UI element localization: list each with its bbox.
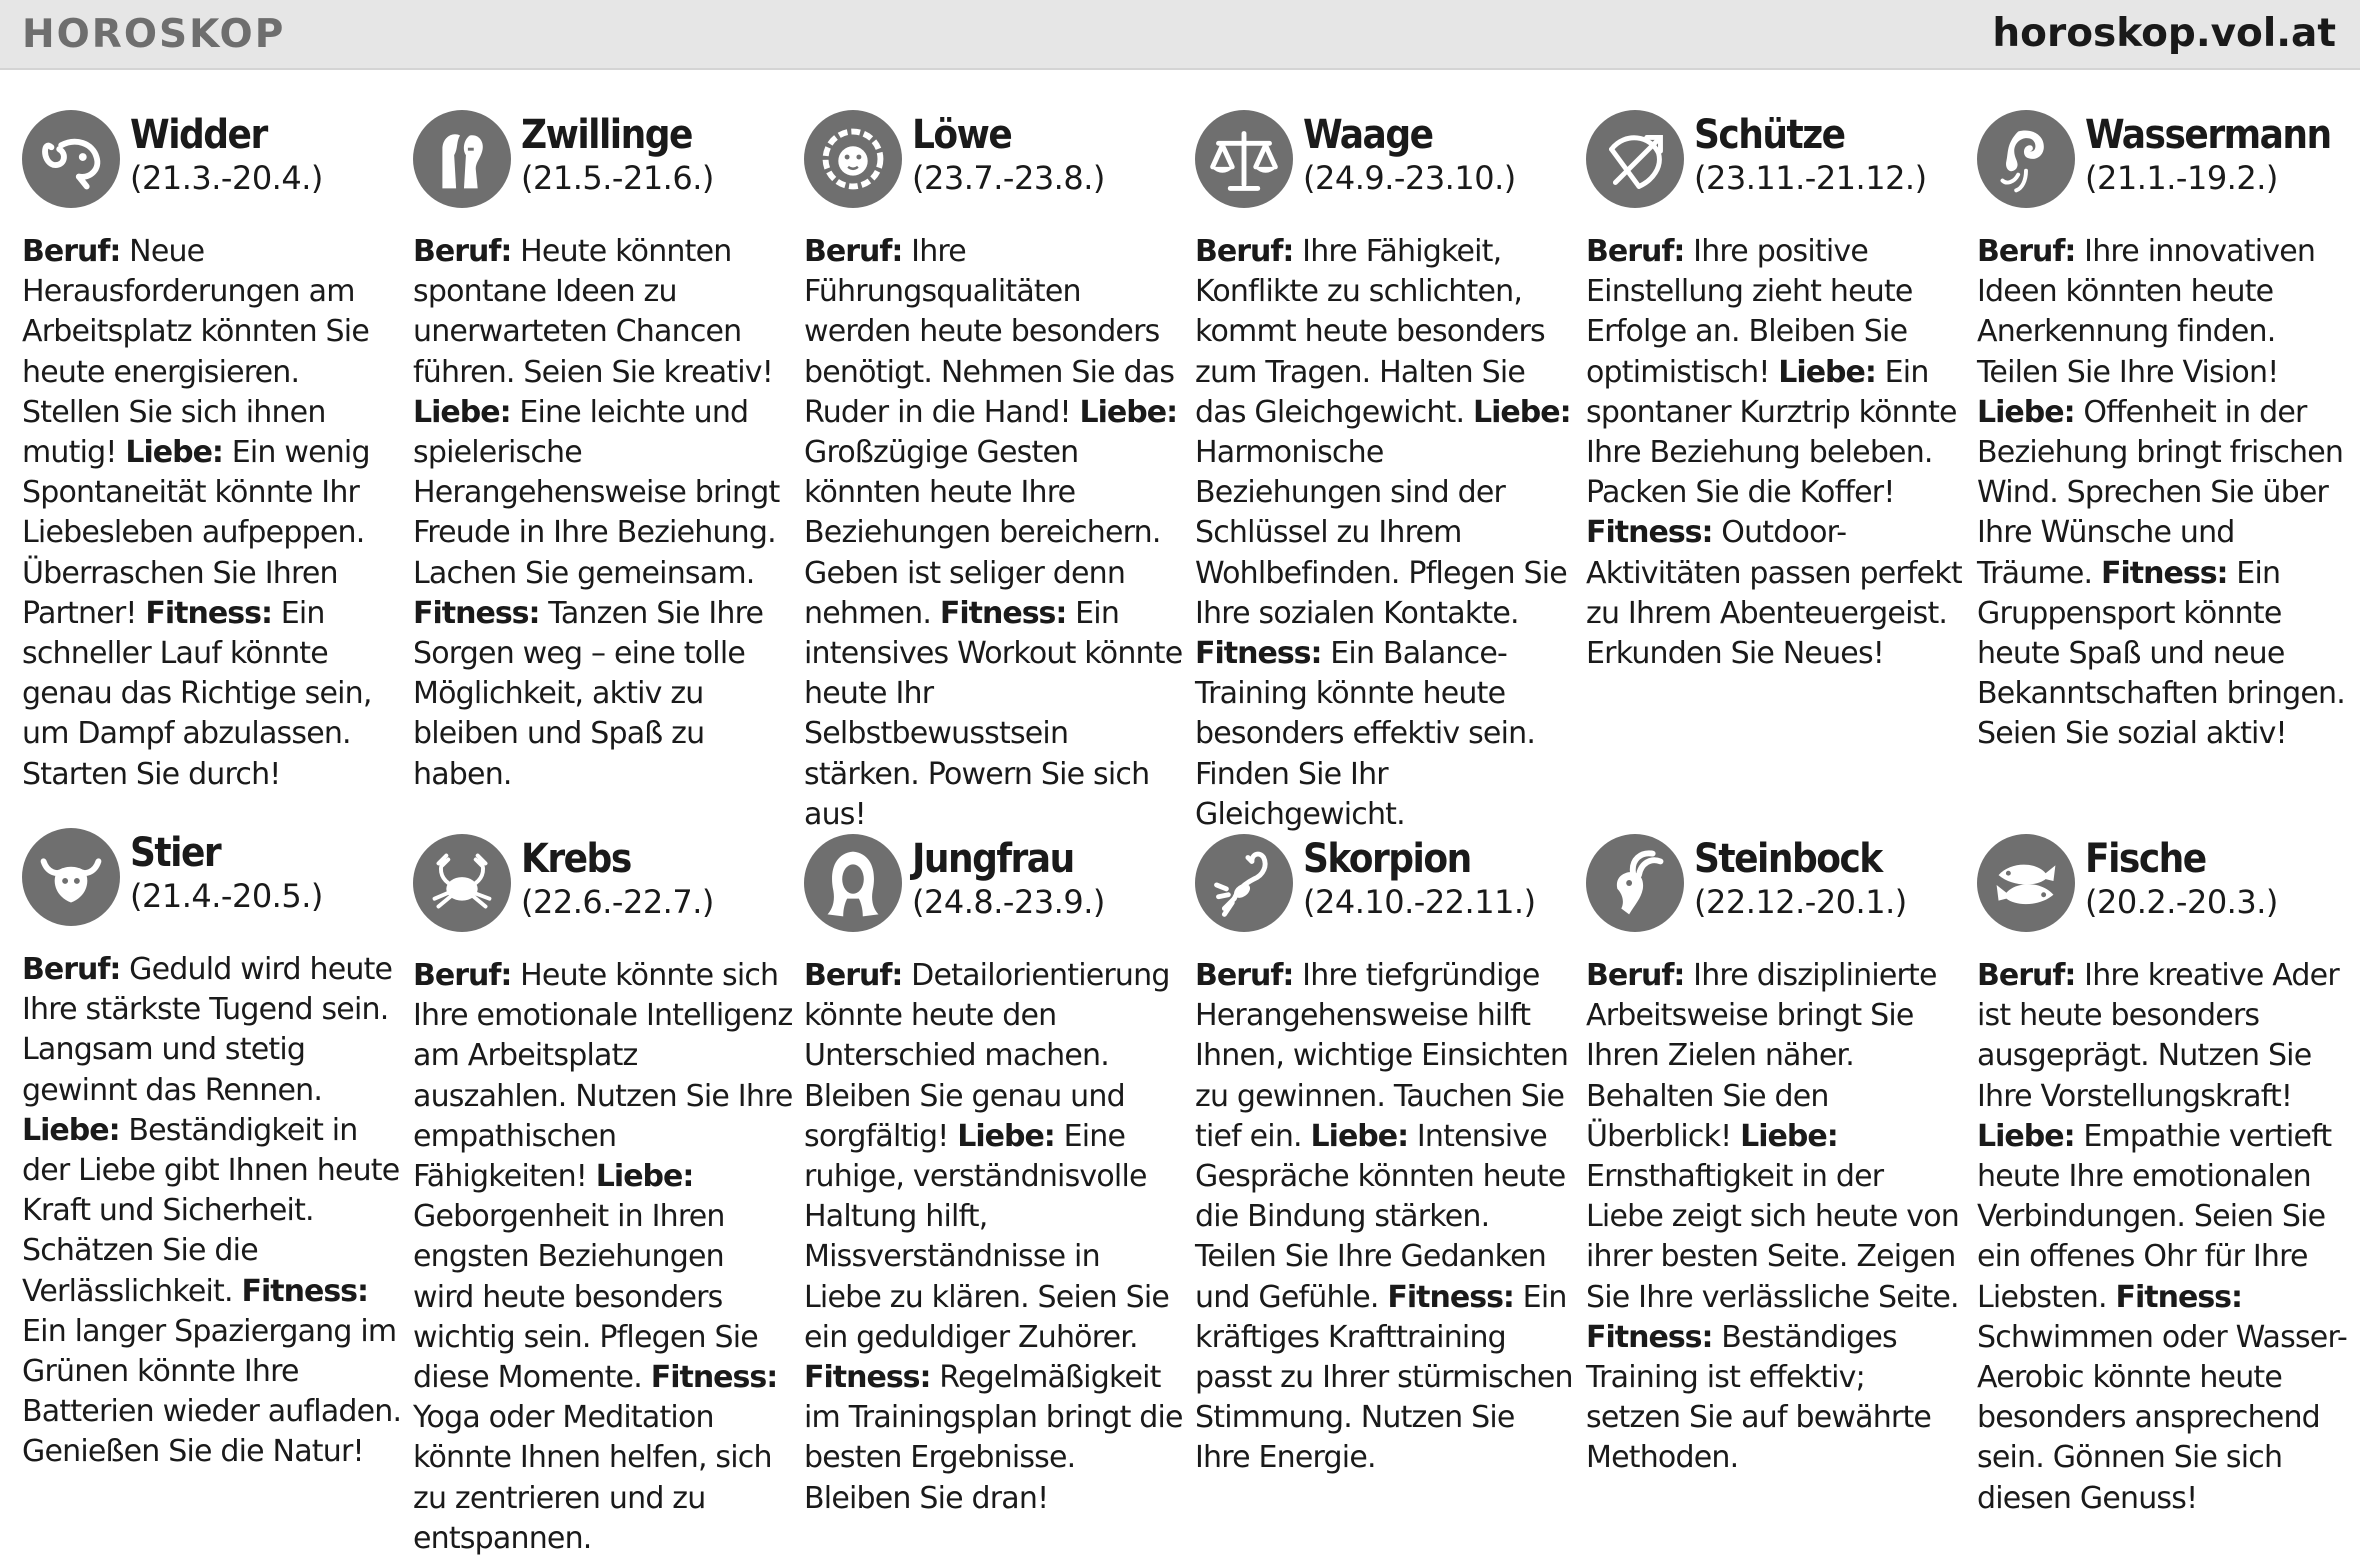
beruf-label: Beruf: — [1195, 234, 1294, 269]
fitness-text: Yoga oder Meditation könnte Ihnen helfen, sich zu zentrieren und zu entspannen. — [413, 1400, 772, 1556]
liebe-text: Ernsthaftigkeit in der Liebe zeigt sich heute von ihrer besten Seite. Zeigen Sie Ihre verlässliche Seite. — [1586, 1159, 1959, 1315]
sign-name: Löwe — [912, 112, 1012, 158]
beruf-text: Geduld wird heute Ihre stärkste Tugend sein. Langsam und stetig gewinnt das Rennen. — [22, 952, 393, 1108]
beruf-text: Heute könnte sich Ihre emotionale Intelligenz am Arbeitsplatz auszahlen. Nutzen Sie Ihre empathischen Fähigkeiten! — [413, 958, 793, 1195]
sign-name: Schütze — [1694, 112, 1845, 158]
beruf-text: Heute könnten spontane Ideen zu unerwarteten Chancen führen. Seien Sie kreativ! — [413, 234, 773, 390]
beruf-text: Ihre disziplinierte Arbeitsweise bringt Sie Ihren Zielen näher. Behalten Sie den Überblick! — [1586, 958, 1937, 1154]
fitness-label: Fitness: — [2115, 1279, 2243, 1315]
sign-text — [1977, 232, 2357, 755]
sign-fische — [1977, 834, 2357, 1519]
fitness-label: Fitness: — [413, 595, 540, 631]
sign-dates: (22.12.-20.1.) — [1694, 883, 1907, 921]
pisces-fish-icon — [1977, 834, 2075, 932]
beruf-text: Ihre innovativen Ideen könnten heute Anerkennung finden. Teilen Sie Ihre Vision! — [1977, 234, 2316, 390]
sign-name: Jungfrau — [912, 836, 1074, 882]
page-header — [0, 0, 2360, 70]
sign-dates: (24.9.-23.10.) — [1303, 159, 1516, 197]
beruf-label: Beruf: — [22, 234, 121, 269]
fitness-label: Fitness: — [2101, 555, 2228, 591]
liebe-text: Eine leichte und spielerische Herangehensweise bringt Freude in Ihre Beziehung. Lachen Sie gemeinsam. — [413, 394, 780, 591]
sign-name: Wassermann — [2085, 112, 2331, 158]
sign-name: Steinbock — [1694, 836, 1882, 882]
liebe-text: Ein wenig Spontaneität könnte Ihr Liebesleben aufpeppen. Überraschen Sie Ihren Partner! — [22, 435, 370, 631]
section-title: HOROSKOP — [22, 12, 286, 57]
sign-widder — [22, 110, 402, 795]
liebe-text: Großzügige Gesten könnten heute Ihre Beziehungen bereichern. Geben ist seliger denn nehmen. — [804, 435, 1161, 631]
beruf-label: Beruf: — [1586, 958, 1685, 993]
liebe-label: Liebe: — [125, 435, 223, 471]
liebe-label: Liebe: — [22, 1112, 120, 1148]
liebe-label: Liebe: — [1977, 1118, 2075, 1154]
beruf-text: Detailorientierung könnte heute den Unterschied machen. Bleiben Sie genau und sorgfältig! — [804, 958, 1170, 1154]
liebe-label: Liebe: — [1977, 394, 2075, 430]
sign-text — [1195, 232, 1575, 835]
fitness-label: Fitness: — [145, 595, 272, 631]
sign-zwillinge — [413, 110, 793, 795]
sign-dates: (21.4.-20.5.) — [130, 877, 323, 915]
sign-text — [22, 232, 402, 795]
sign-dates: (21.1.-19.2.) — [2085, 159, 2278, 197]
sign-dates: (21.5.-21.6.) — [521, 159, 714, 197]
fitness-text: Regelmäßigkeit im Trainingsplan bringt die besten Ergebnisse. Bleiben Sie dran! — [804, 1360, 1183, 1516]
beruf-label: Beruf: — [804, 234, 903, 269]
fitness-text: Beständiges Training ist effektiv; setzen Sie auf bewährte Methoden. — [1586, 1319, 1932, 1476]
sign-dates: (21.3.-20.4.) — [130, 159, 323, 197]
sign-skorpion — [1195, 834, 1575, 1479]
beruf-label: Beruf: — [1586, 234, 1685, 269]
libra-scales-icon — [1195, 110, 1293, 208]
fitness-label: Fitness: — [1195, 636, 1322, 672]
fitness-text: Ein Balance-Training könnte heute besonders effektiv sein. Finden Sie Ihr Gleichgewicht. — [1195, 636, 1536, 832]
sign-text — [1977, 956, 2357, 1519]
virgo-maiden-icon — [804, 834, 902, 932]
beruf-text: Neue Herausforderungen am Arbeitsplatz könnten Sie heute energisieren. Stellen Sie sich ihnen mutig! — [22, 234, 369, 471]
sign-wassermann — [1977, 110, 2357, 755]
sign-dates: (23.7.-23.8.) — [912, 159, 1105, 197]
sign-text — [22, 950, 402, 1473]
fitness-label: Fitness: — [804, 1360, 931, 1396]
sign-schuetze — [1586, 110, 1966, 674]
liebe-text: Beständigkeit in der Liebe gibt Ihnen heute Kraft und Sicherheit. Schätzen Sie die Verlässlichkeit. — [22, 1112, 400, 1309]
sign-dates: (22.6.-22.7.) — [521, 883, 714, 921]
sign-waage — [1195, 110, 1575, 835]
liebe-label: Liebe: — [595, 1159, 694, 1195]
sign-text — [1586, 956, 1966, 1479]
beruf-label: Beruf: — [22, 952, 121, 987]
sign-krebs — [413, 834, 793, 1559]
fitness-text: Ein schneller Lauf könnte genau das Richtige sein, um Dampf abzulassen. Starten Sie durch! — [22, 595, 372, 792]
sign-dates: (24.8.-23.9.) — [912, 883, 1105, 921]
liebe-label: Liebe: — [1310, 1118, 1409, 1154]
sign-dates: (23.11.-21.12.) — [1694, 159, 1927, 197]
beruf-text: Ihre tiefgründige Herangehensweise hilft Ihnen, wichtige Einsichten zu gewinnen. Tauchen Sie tief ein. — [1195, 958, 1569, 1154]
fitness-label: Fitness: — [241, 1273, 369, 1309]
sign-loewe — [804, 110, 1184, 835]
fitness-label: Fitness: — [1586, 515, 1713, 551]
sign-name: Fische — [2085, 836, 2206, 882]
liebe-text: Ein spontaner Kurztrip könnte Ihre Beziehung beleben. Packen Sie die Koffer! — [1586, 354, 1957, 511]
sign-name: Skorpion — [1303, 836, 1471, 882]
aquarius-water-icon — [1977, 110, 2075, 208]
sign-name: Krebs — [521, 836, 631, 882]
sign-dates: (20.2.-20.3.) — [2085, 883, 2278, 921]
liebe-label: Liebe: — [1740, 1118, 1838, 1154]
liebe-label: Liebe: — [413, 394, 511, 430]
sign-name: Waage — [1303, 112, 1433, 158]
liebe-text: Empathie vertieft heute Ihre emotionalen Verbindungen. Seien Sie ein offenes Ohr für Ihre Liebsten. — [1977, 1118, 2332, 1315]
sign-name: Widder — [130, 112, 267, 158]
fitness-text: Schwimmen oder Wasser-Aerobic könnte heute besonders ansprechend sein. Gönnen Sie sich diesen Genuss! — [1977, 1319, 2348, 1516]
liebe-text: Geborgenheit in Ihren engsten Beziehungen wird heute besonders wichtig sein. Pflegen Sie diese Momente. — [413, 1199, 758, 1396]
sign-text — [804, 232, 1184, 835]
sign-text — [1586, 232, 1966, 674]
fitness-text: Ein langer Spaziergang im Grünen könnte Ihre Batterien wieder aufladen. Genießen Sie die Natur! — [22, 1313, 402, 1470]
liebe-text: Intensive Gespräche könnten heute die Bindung stärken. Teilen Sie Ihre Gedanken und Gefühle. — [1195, 1118, 1566, 1315]
beruf-label: Beruf: — [804, 958, 903, 993]
fitness-label: Fitness: — [650, 1360, 778, 1396]
beruf-text: Ihre kreative Ader ist heute besonders ausgeprägt. Nutzen Sie Ihre Vorstellungskraft! — [1977, 958, 2339, 1114]
cancer-crab-icon — [413, 834, 511, 932]
sign-text — [804, 956, 1184, 1519]
sign-text — [1195, 956, 1575, 1479]
fitness-text: Tanzen Sie Ihre Sorgen weg – eine tolle Möglichkeit, aktiv zu bleiben und Spaß zu haben. — [413, 595, 764, 792]
liebe-text: Harmonische Beziehungen sind der Schlüssel zu Ihrem Wohlbefinden. Pflegen Sie Ihre sozialen Kontakte. — [1195, 435, 1567, 631]
site-url: horoskop.vol.at — [1992, 11, 2336, 56]
liebe-text: Eine ruhige, verständnisvolle Haltung hilft, Missverständnisse in Liebe zu klären. Seien Sie ein geduldiger Zuhörer. — [804, 1118, 1170, 1355]
fitness-text: Outdoor-Aktivitäten passen perfekt zu Ihrem Abenteuergeist. Erkunden Sie Neues! — [1586, 515, 1962, 672]
sign-stier — [22, 828, 402, 1473]
taurus-bull-icon — [22, 828, 120, 926]
fitness-label: Fitness: — [1586, 1319, 1713, 1355]
beruf-text: Ihre Führungsqualitäten werden heute besonders benötigt. Nehmen Sie das Ruder in die Hand! — [804, 234, 1175, 430]
beruf-label: Beruf: — [1977, 234, 2076, 269]
fitness-text: Ein intensives Workout könnte heute Ihr Selbstbewusstsein stärken. Powern Sie sich aus! — [804, 595, 1183, 832]
scorpio-scorpion-icon — [1195, 834, 1293, 932]
fitness-label: Fitness: — [939, 595, 1067, 631]
fitness-text: Ein Gruppensport könnte heute Spaß und neue Bekanntschaften bringen. Seien Sie sozial aktiv! — [1977, 555, 2345, 752]
sagittarius-bow-icon — [1586, 110, 1684, 208]
beruf-text: Ihre positive Einstellung zieht heute Erfolge an. Bleiben Sie optimistisch! — [1586, 234, 1913, 390]
beruf-text: Ihre Fähigkeit, Konflikte zu schlichten, kommt heute besonders zum Tragen. Halten Sie das Gleichgewicht. — [1195, 234, 1545, 430]
liebe-label: Liebe: — [1079, 394, 1178, 430]
liebe-text: Offenheit in der Beziehung bringt frischen Wind. Sprechen Sie über Ihre Wünsche und Träume. — [1977, 394, 2344, 591]
liebe-label: Liebe: — [1778, 354, 1876, 390]
aries-ram-icon — [22, 110, 120, 208]
gemini-twins-icon — [413, 110, 511, 208]
fitness-text: Ein kräftiges Krafttraining passt zu Ihrer stürmischen Stimmung. Nutzen Sie Ihre Energie. — [1195, 1279, 1573, 1476]
beruf-label: Beruf: — [413, 234, 512, 269]
sign-jungfrau — [804, 834, 1184, 1519]
sign-text — [413, 232, 793, 795]
capricorn-goat-icon — [1586, 834, 1684, 932]
leo-lion-icon — [804, 110, 902, 208]
sign-name: Stier — [130, 830, 221, 876]
beruf-label: Beruf: — [1195, 958, 1294, 993]
sign-name: Zwillinge — [521, 112, 692, 158]
liebe-label: Liebe: — [1473, 394, 1571, 430]
sign-steinbock — [1586, 834, 1966, 1479]
sign-text — [413, 956, 793, 1559]
fitness-label: Fitness: — [1387, 1279, 1514, 1315]
sign-dates: (24.10.-22.11.) — [1303, 883, 1536, 921]
liebe-label: Liebe: — [957, 1118, 1055, 1154]
beruf-label: Beruf: — [413, 958, 512, 993]
beruf-label: Beruf: — [1977, 958, 2076, 993]
